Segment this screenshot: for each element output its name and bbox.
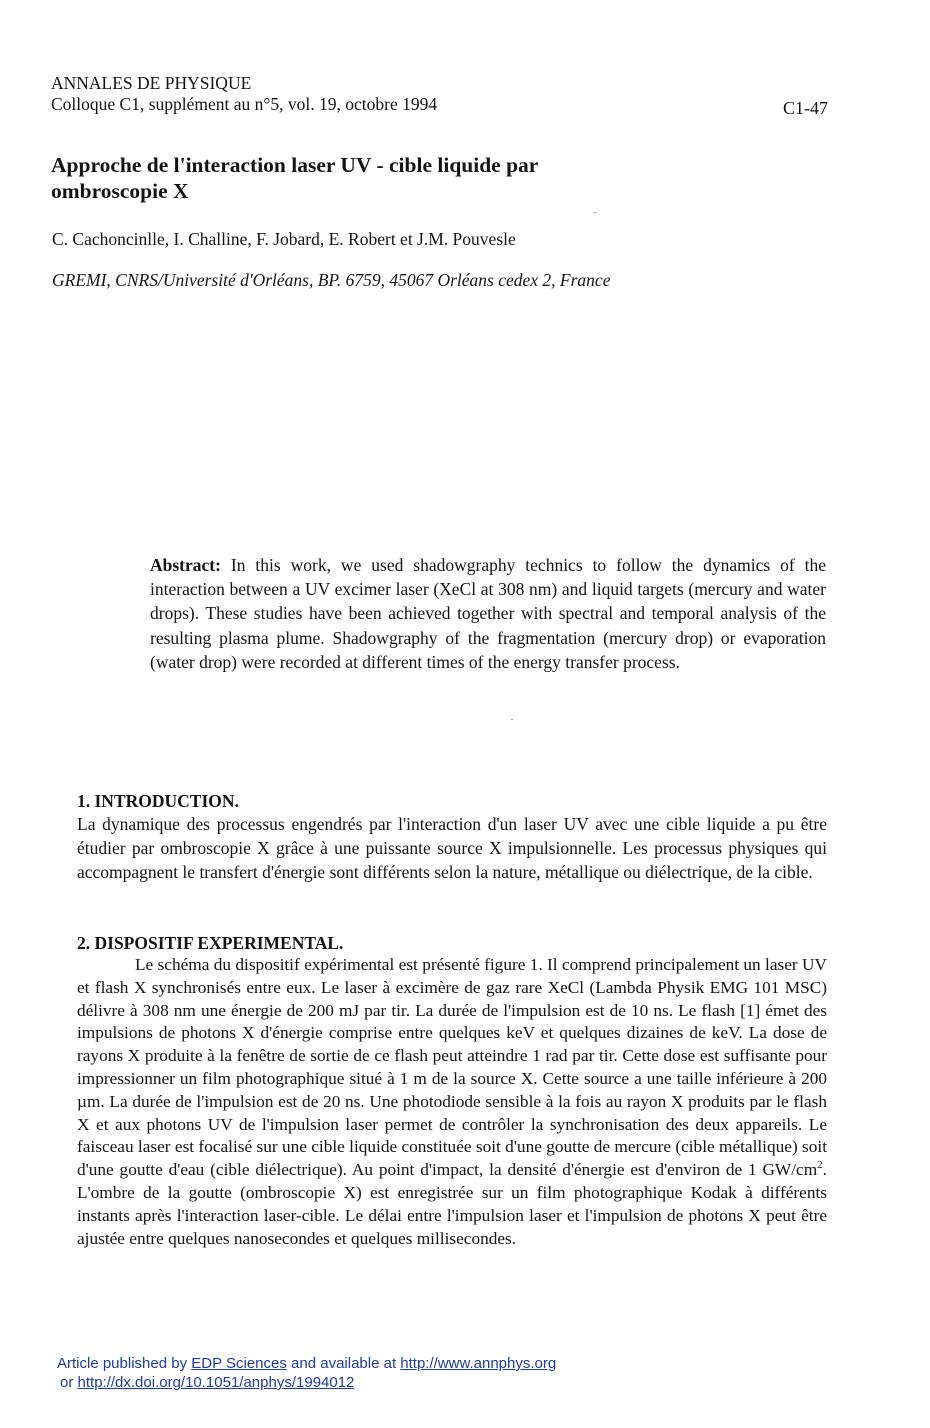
- abstract-text: In this work, we used shadowgraphy technics to follow the dynamics of the interaction between a UV excimer laser (XeCl at 308 nm) and liquid targets (mercury and water drops). These studies have been achieved together with spectral and temporal analysis of the resulting plasma plume. Shadowgraphy of the fragmentation (mercury drop) or evaporation (water drop) were recorded at different times of the energy transfer process.: [150, 555, 826, 672]
- dispositif-text: Le schéma du dispositif expérimental est présenté figure 1. Il comprend principalement un laser UV et flash X synchronisés entre eux. Le laser à excimère de gaz rare XeCl (Lambda Physik EMG 101 MSC) délivre à 308 nm une énergie de 200 mJ par tir. La durée de l'impulsion est de 10 ns. Le flash [1] émet des impulsions de photons X d'énergie comprise entre quelques keV et quelques dizaines de keV. La dose de rayons X produite à la fenêtre de sortie de ce flash peut atteindre 1 rad par tir. Cette dose est suffisante pour impressionner un film photographique situé à 1 m de la source X. Cette source a une taille inférieure à 200 µm. La durée de l'impulsion est de 20 ns. Une photodiode sensible à la fois au rayon X produits par le flash X et aux photons UV de l'impulsion laser permet de contrôler la synchronisation des deux appareils. Le faisceau laser est focalisé sur une cible liquide constituée soit d'une goutte de mercure (cible métallique) soit d'une goutte d'eau (cible diélectrique). Au point d'impact, la densité d'énergie est d'environ de 1 GW/cm: [77, 955, 827, 1180]
- annphys-link[interactable]: http://www.annphys.org: [400, 1355, 557, 1372]
- notice-prefix: Article published by: [57, 1355, 192, 1372]
- scan-speck: [594, 212, 596, 213]
- introduction-paragraph: La dynamique des processus engendrés par l'interaction d'un laser UV avec une cible liquide a pu être étudier par ombroscopie X grâce à une puissante source X impulsionnelle. Les processus physiques qui accompagnent le transfert d'énergie sont différents selon la nature, métallique ou diélectrique, de la cible.: [77, 814, 827, 883]
- author-list: C. Cachoncinlle, I. Challine, F. Jobard, E. Robert et J.M. Pouvesle: [52, 229, 516, 249]
- dispositif-paragraph: [77, 954, 827, 1250]
- abstract-label: Abstract:: [150, 555, 221, 575]
- notice-middle: and available at: [286, 1355, 401, 1372]
- page-number: C1-47: [783, 98, 828, 118]
- doi-link[interactable]: http://dx.doi.org/10.1051/anphys/1994012: [77, 1374, 355, 1391]
- section-heading-introduction: 1. INTRODUCTION.: [77, 791, 239, 811]
- publication-notice: [57, 1354, 556, 1373]
- issue-info: Colloque C1, supplément au n°5, vol. 19, octobre 1994: [51, 94, 438, 114]
- section-heading-dispositif: 2. DISPOSITIF EXPERIMENTAL.: [77, 933, 344, 953]
- edp-sciences-link[interactable]: EDP Sciences: [191, 1355, 287, 1372]
- doi-prefix: or: [60, 1374, 78, 1391]
- dispositif-text-continued: . L'ombre de la goutte (ombroscopie X) est enregistrée sur un film photographique Kodak à différents instants après l'interaction laser-cible. Le délai entre l'impulsion laser et l'impulsion de photons X peut être ajustée entre quelques nanosecondes et quelques millisecondes.: [77, 1160, 827, 1248]
- title-line-2: ombroscopie X: [51, 179, 189, 203]
- journal-name: ANNALES DE PHYSIQUE: [51, 73, 252, 93]
- title-line-1: Approche de l'interaction laser UV - cible liquide par: [51, 153, 539, 177]
- doi-notice: [60, 1373, 354, 1392]
- abstract: [150, 553, 826, 674]
- article-title: [51, 152, 751, 204]
- affiliation: GREMI, CNRS/Université d'Orléans, BP. 6759, 45067 Orléans cedex 2, France: [52, 270, 611, 290]
- scan-speck: [511, 719, 513, 720]
- superscript: 2: [817, 1159, 823, 1172]
